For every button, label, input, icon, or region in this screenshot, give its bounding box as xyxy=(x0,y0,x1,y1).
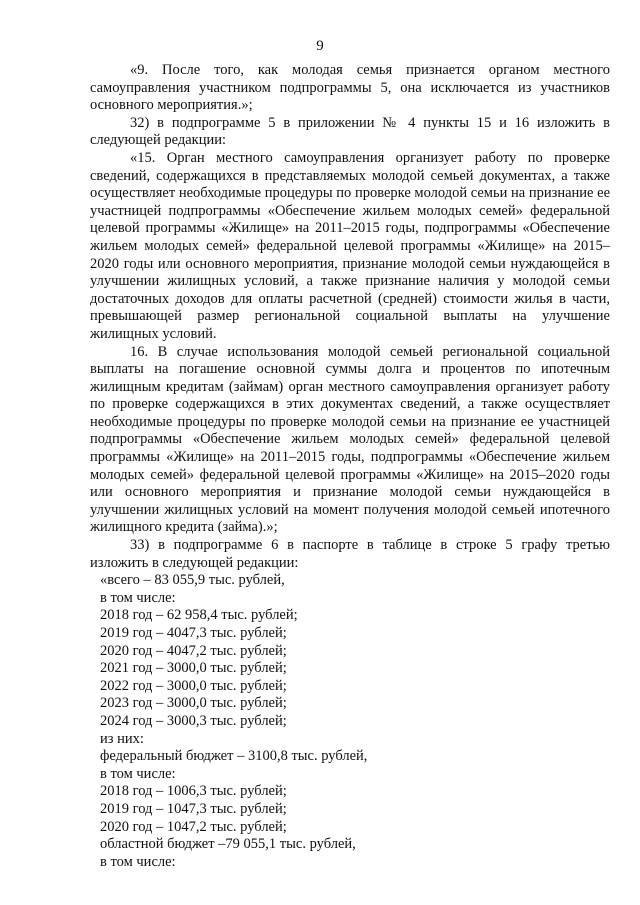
paragraph-item-32: 32) в подпрограмме 5 в приложении № 4 пункты 15 и 16 изложить в следующей редакции: xyxy=(90,114,610,149)
funding-line: в том числе: xyxy=(100,589,176,606)
paragraph-point-15: «15. Орган местного самоуправления организует работу по проверке сведений, содержащихся в представляемых молодой семьей документах, а также осуществляет необходимые процедуры по проверке молодой семьи на признание ее участницей подпрограммы «Обеспечение жильем молодых семей» федеральной целевой программы «Жилище» на 2011–2015 годы, подпрограммы «Обеспечение жильем молодых семей» федеральной целевой программы «Жилище» на 2015–2020 годы или основного мероприятия, признание молодой семьи нуждающейся в улучшении жилищных условий, а также признание наличия у молодой семьи достаточных доходов для оплаты расчетной (средней) стоимости жилья в части, превышающей размер региональной социальной выплаты на улучшение жилищных условий. xyxy=(90,149,610,342)
funding-year-line: 2024 год – 3000,3 тыс. рублей; xyxy=(100,712,287,729)
funding-line: в том числе: xyxy=(100,765,176,782)
funding-line: в том числе: xyxy=(100,853,176,870)
funding-year-line: 2021 год – 3000,0 тыс. рублей; xyxy=(100,660,287,677)
funding-year-line: 2023 год – 3000,0 тыс. рублей; xyxy=(100,695,287,712)
regional-budget-line: областной бюджет –79 055,1 тыс. рублей, xyxy=(100,836,356,853)
federal-budget-line: федеральный бюджет – 3100,8 тыс. рублей, xyxy=(100,748,368,765)
paragraph-point-16: 16. В случае использования молодой семьей региональной социальной выплаты на погашение основной суммы долга и процентов по ипотечным жилищным кредитам (займам) орган местного самоуправления организует работу по проверке содержащихся в этих документах сведений, а также осуществляет необходимые процедуры по проверке молодой семьи на признание ее участницей подпрограммы «Обеспечение жильем молодых семей» федеральной целевой программы «Жилище» на 2011–2015 годы, подпрограммы «Обеспечение жильем молодых семей» федеральной целевой программы «Жилище» на 2015–2020 годы или основного мероприятия и признание молодой семьи нуждающейся в улучшении жилищных условий на момент получения молодой семьей ипотечного жилищного кредита (займа).»; xyxy=(90,343,610,536)
funding-year-line: 2020 год – 4047,2 тыс. рублей; xyxy=(100,642,287,659)
funding-year-line: 2018 год – 62 958,4 тыс. рублей; xyxy=(100,607,298,624)
paragraph-item-33: 33) в подпрограмме 6 в паспорте в таблице в строке 5 графу третью изложить в следующей редакции: xyxy=(90,537,610,571)
funding-year-line: 2019 год – 4047,3 тыс. рублей; xyxy=(100,625,287,641)
funding-year-line: 2018 год – 1006,3 тыс. рублей; xyxy=(100,783,287,800)
funding-year-line: 2019 год – 1047,3 тыс. рублей; xyxy=(100,800,287,817)
document-body xyxy=(90,62,610,871)
funding-year-line: 2022 год – 3000,0 тыс. рублей; xyxy=(100,677,287,694)
funding-line: из них: xyxy=(100,730,144,747)
page-number: 9 xyxy=(316,38,324,54)
funding-year-line: 2020 год – 1047,2 тыс. рублей; xyxy=(100,818,287,835)
paragraph-item-9: «9. После того, как молодая семья признается органом местного самоуправления участником подпрограммы 5, она исключается из участников основного мероприятия.»; xyxy=(90,62,610,114)
funding-total-line: «всего – 83 055,9 тыс. рублей, xyxy=(100,572,285,589)
